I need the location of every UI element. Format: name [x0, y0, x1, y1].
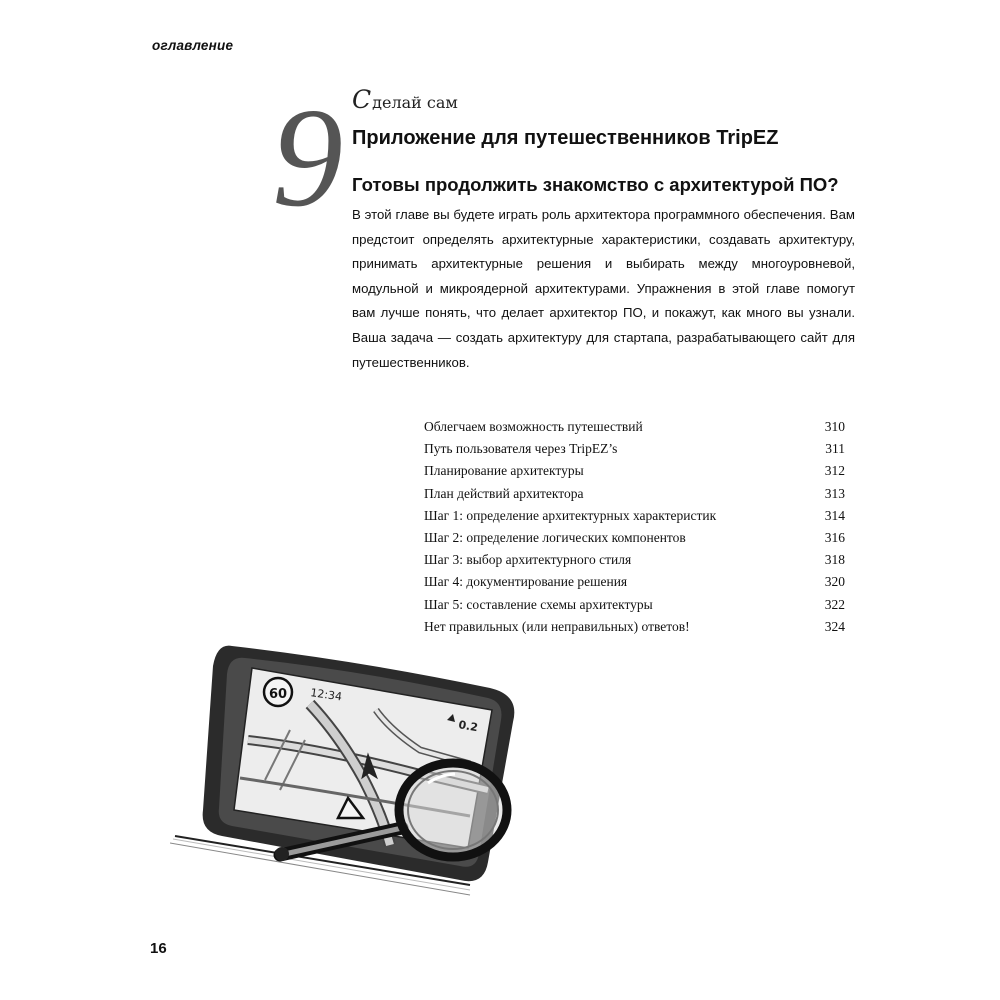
toc-item-page: 311	[825, 441, 845, 457]
toc-item-title: Нет правильных (или неправильных) ответов!	[424, 618, 690, 634]
toc-item-title: Шаг 2: определение логических компонентов	[424, 529, 686, 545]
toc-item-page: 314	[824, 507, 845, 523]
clock-text: 12:34	[309, 686, 343, 704]
toc-item-page: 313	[824, 485, 845, 501]
gps-navigator-icon	[170, 640, 520, 905]
toc-item[interactable]	[424, 616, 845, 638]
toc-item[interactable]	[424, 460, 845, 482]
speed-sign-text: 60	[268, 687, 288, 702]
toc-item[interactable]	[424, 527, 845, 549]
toc-item-page: 322	[824, 596, 845, 612]
chapter-subtitle: Готовы продолжить знакомство с архитектурой ПО?	[352, 174, 839, 195]
toc-item-page: 310	[824, 419, 845, 434]
toc-item[interactable]	[424, 416, 845, 438]
toc-item-title: Шаг 3: выбор архитектурного стиля	[424, 552, 632, 568]
section-label: оглавление	[152, 38, 234, 53]
toc-item-page: 320	[824, 574, 845, 590]
chapter-kicker-text: делай сам	[372, 93, 458, 112]
toc-item-page: 318	[824, 552, 845, 568]
toc-item-title: Облегчаем возможность путешествий	[424, 419, 643, 434]
toc-item-title: Шаг 4: документирование решения	[424, 574, 628, 590]
toc-item-page: 316	[824, 529, 845, 545]
toc-item-title: Шаг 1: определение архитектурных характеристик	[424, 507, 717, 523]
toc-item[interactable]	[424, 594, 845, 616]
toc-item-page: 312	[824, 463, 845, 479]
toc-item-page: 324	[824, 618, 845, 634]
toc-item[interactable]	[424, 549, 845, 571]
toc-item-title: Путь пользователя через TripEZ’s	[424, 441, 618, 457]
toc-item[interactable]	[424, 483, 845, 505]
toc-item-title: Планирование архитектуры	[424, 463, 584, 479]
toc-item-title: Шаг 5: составление схемы архитектуры	[424, 596, 653, 612]
toc-item[interactable]	[424, 571, 845, 593]
toc-item[interactable]	[424, 505, 845, 527]
distance-text: 0.2	[457, 718, 479, 735]
toc-item[interactable]	[424, 438, 845, 460]
chapter-intro: В этой главе вы будете играть роль архитектора программного обеспечения. Вам предстоит определять архитектурные характеристики, создавать архитектуру, принимать архитектурные решения и выбирать между многоуровневой, модульной и микроядерной архитектурами. Упражнения в этой главе помогут вам лучше понять, что делает архитектор ПО, и покажут, как много вы узнали. Ваша задача — создать архитектуру для стартапа, разрабатывающего сайт для путешественников.	[352, 207, 855, 370]
chapter-title: Приложение для путешественников TripEZ	[352, 127, 779, 149]
chapter-number: 9	[272, 78, 343, 236]
table-of-contents	[424, 416, 845, 638]
toc-item-title: План действий архитектора	[424, 485, 584, 501]
page-number: 16	[150, 940, 167, 957]
chapter-kicker-initial: С	[352, 85, 372, 114]
chapter-kicker	[352, 85, 458, 114]
